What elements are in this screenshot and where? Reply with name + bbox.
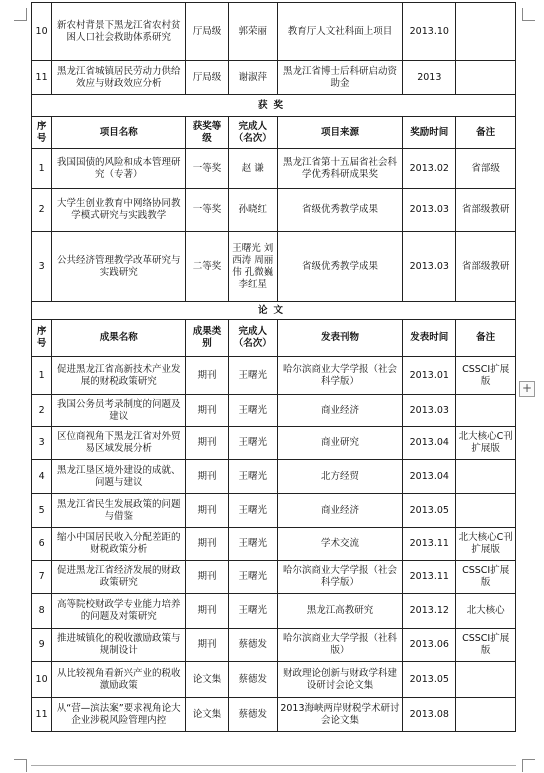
cell-time: 2013.02 bbox=[403, 149, 456, 189]
cell-type: 期刊 bbox=[186, 594, 229, 629]
header-time: 奖励时间 bbox=[403, 117, 456, 149]
papers-header-row bbox=[32, 320, 516, 357]
header-time: 发表时间 bbox=[403, 320, 456, 357]
cell-journal: 商业研究 bbox=[277, 427, 403, 460]
paper-row bbox=[32, 629, 516, 662]
cell-journal: 北方经贸 bbox=[277, 460, 403, 494]
cell-type: 期刊 bbox=[186, 357, 229, 395]
header-no: 序号 bbox=[32, 320, 52, 357]
cell-no: 1 bbox=[32, 149, 52, 189]
header-source: 项目来源 bbox=[277, 117, 403, 149]
cell-note: CSSCI扩展版 bbox=[456, 629, 516, 662]
cell-no: 8 bbox=[32, 594, 52, 629]
header-note: 备注 bbox=[456, 320, 516, 357]
cell-person: 王曙光 bbox=[228, 395, 277, 427]
header-note: 备注 bbox=[456, 117, 516, 149]
cell-no: 10 bbox=[32, 662, 52, 698]
paper-row bbox=[32, 561, 516, 594]
cell-journal: 商业经济 bbox=[277, 494, 403, 528]
cell-person: 王曙光 bbox=[228, 561, 277, 594]
award-row bbox=[32, 189, 516, 232]
project-row bbox=[32, 61, 516, 95]
cell-person: 王曙光 bbox=[228, 460, 277, 494]
cell-name: 黑龙江垦区境外建设的成就、问题与建议 bbox=[52, 460, 186, 494]
cell-name: 黑龙江省民生发展政策的问题与借鉴 bbox=[52, 494, 186, 528]
cell-note bbox=[456, 460, 516, 494]
cell-name: 我国公务员考录制度的问题及建议 bbox=[52, 395, 186, 427]
cell-note bbox=[456, 662, 516, 698]
header-name: 成果名称 bbox=[52, 320, 186, 357]
cell-person: 蔡德发 bbox=[228, 698, 277, 732]
cell-name: 促进黑龙江省高新技术产业发展的财税政策研究 bbox=[52, 357, 186, 395]
cell-name: 从“营—滨法案”要求视角论大企业涉税风险管理内控 bbox=[52, 698, 186, 732]
cell-note: 省部级教研 bbox=[456, 189, 516, 232]
cell-person: 谢淑萍 bbox=[228, 61, 277, 95]
paper-row bbox=[32, 395, 516, 427]
header-type: 成果类别 bbox=[186, 320, 229, 357]
paper-row bbox=[32, 460, 516, 494]
cell-note bbox=[456, 494, 516, 528]
page-corner-mark bbox=[14, 759, 27, 772]
cell-person: 郭荣丽 bbox=[228, 3, 277, 61]
cell-note bbox=[456, 3, 516, 61]
cell-person: 王曙光 bbox=[228, 528, 277, 561]
cell-person: 孙晓红 bbox=[228, 189, 277, 232]
page-corner-mark bbox=[522, 8, 535, 21]
cell-type: 期刊 bbox=[186, 629, 229, 662]
cell-type: 期刊 bbox=[186, 427, 229, 460]
cell-no: 3 bbox=[32, 232, 52, 302]
cell-person: 王曙光 bbox=[228, 594, 277, 629]
cell-title: 新农村背景下黑龙江省农村贫困人口社会救助体系研究 bbox=[52, 3, 186, 61]
cell-name: 区位商视角下黑龙江省对外贸易区域发展分析 bbox=[52, 427, 186, 460]
cell-time: 2013.05 bbox=[403, 494, 456, 528]
paper-row bbox=[32, 662, 516, 698]
award-row bbox=[32, 232, 516, 302]
cell-journal: 2013海峡两岸财税学术研讨会论文集 bbox=[277, 698, 403, 732]
header-person: 完成人（名次） bbox=[228, 117, 277, 149]
paper-row bbox=[32, 528, 516, 561]
cell-note bbox=[456, 698, 516, 732]
cell-note: 省部级教研 bbox=[456, 232, 516, 302]
cell-no: 2 bbox=[32, 395, 52, 427]
papers-section-title: 论文 bbox=[32, 302, 516, 320]
cell-time: 2013.03 bbox=[403, 232, 456, 302]
cell-no: 11 bbox=[32, 61, 52, 95]
research-results-table bbox=[31, 2, 516, 732]
paper-row bbox=[32, 698, 516, 732]
cell-type: 期刊 bbox=[186, 561, 229, 594]
paper-row bbox=[32, 357, 516, 395]
cell-no: 10 bbox=[32, 3, 52, 61]
cell-name: 公共经济管理教学改革研究与实践研究 bbox=[52, 232, 186, 302]
paper-row bbox=[32, 594, 516, 629]
header-journal: 发表刊物 bbox=[277, 320, 403, 357]
cell-no: 4 bbox=[32, 460, 52, 494]
cell-level: 厅局级 bbox=[186, 3, 229, 61]
cell-time: 2013.10 bbox=[403, 3, 456, 61]
cell-source: 黑龙江省博士后科研启动资助金 bbox=[277, 61, 403, 95]
add-row-handle[interactable]: + bbox=[519, 381, 535, 397]
cell-time: 2013.04 bbox=[403, 427, 456, 460]
cell-name: 缩小中国居民收入分配差距的财税政策分析 bbox=[52, 528, 186, 561]
cell-name: 我国国债的风险和成本管理研究（专著） bbox=[52, 149, 186, 189]
cell-time: 2013.12 bbox=[403, 594, 456, 629]
cell-journal: 哈尔滨商业大学学报（社会科学版） bbox=[277, 561, 403, 594]
cell-no: 11 bbox=[32, 698, 52, 732]
cell-time: 2013.04 bbox=[403, 460, 456, 494]
cell-person: 蔡德发 bbox=[228, 629, 277, 662]
paper-row bbox=[32, 494, 516, 528]
cell-journal: 商业经济 bbox=[277, 395, 403, 427]
cell-person: 王曙光 刘西涛 周丽伟 孔微巍 李红星 bbox=[228, 232, 277, 302]
cell-no: 9 bbox=[32, 629, 52, 662]
cell-source: 黑龙江省第十五届省社会科学优秀科研成果奖 bbox=[277, 149, 403, 189]
cell-no: 7 bbox=[32, 561, 52, 594]
cell-time: 2013 bbox=[403, 61, 456, 95]
cell-source: 省级优秀教学成果 bbox=[277, 189, 403, 232]
header-person: 完成人（名次） bbox=[228, 320, 277, 357]
awards-section-title: 获奖 bbox=[32, 95, 516, 117]
header-name: 项目名称 bbox=[52, 117, 186, 149]
cell-note: 北大核心C刊扩展版 bbox=[456, 427, 516, 460]
cell-time: 2013.11 bbox=[403, 561, 456, 594]
cell-time: 2013.06 bbox=[403, 629, 456, 662]
papers-section-row bbox=[32, 302, 516, 320]
cell-type: 期刊 bbox=[186, 395, 229, 427]
cell-person: 赵 谦 bbox=[228, 149, 277, 189]
cell-no: 3 bbox=[32, 427, 52, 460]
cell-journal: 财政理论创新与财政学科建设研讨会论文集 bbox=[277, 662, 403, 698]
cell-no: 6 bbox=[32, 528, 52, 561]
page-corner-mark bbox=[14, 8, 27, 21]
header-no: 序号 bbox=[32, 117, 52, 149]
cell-name: 推进城镇化的税收激励政策与规制设计 bbox=[52, 629, 186, 662]
cell-journal: 哈尔滨商业大学学报（社会科学版） bbox=[277, 357, 403, 395]
cell-time: 2013.11 bbox=[403, 528, 456, 561]
cell-title: 黑龙江省城镇居民劳动力供给效应与财政效应分析 bbox=[52, 61, 186, 95]
cell-name: 促进黑龙江省经济发展的财政政策研究 bbox=[52, 561, 186, 594]
cell-time: 2013.08 bbox=[403, 698, 456, 732]
cell-note: 北大核心 bbox=[456, 594, 516, 629]
cell-no: 2 bbox=[32, 189, 52, 232]
page-corner-mark bbox=[522, 759, 535, 772]
cell-journal: 哈尔滨商业大学学报（社科版） bbox=[277, 629, 403, 662]
cell-name: 高等院校财政学专业能力培养的问题及对策研究 bbox=[52, 594, 186, 629]
awards-section-row bbox=[32, 95, 516, 117]
cell-level: 厅局级 bbox=[186, 61, 229, 95]
cell-grade: 一等奖 bbox=[186, 149, 229, 189]
cell-grade: 二等奖 bbox=[186, 232, 229, 302]
cell-time: 2013.01 bbox=[403, 357, 456, 395]
cell-journal: 黑龙江高教研究 bbox=[277, 594, 403, 629]
cell-source: 省级优秀教学成果 bbox=[277, 232, 403, 302]
cell-person: 王曙光 bbox=[228, 357, 277, 395]
project-row bbox=[32, 3, 516, 61]
paper-row bbox=[32, 427, 516, 460]
cell-person: 蔡德发 bbox=[228, 662, 277, 698]
cell-person: 王曙光 bbox=[228, 494, 277, 528]
cell-note: 北大核心C刊扩展版 bbox=[456, 528, 516, 561]
cell-time: 2013.03 bbox=[403, 189, 456, 232]
cell-source: 教育厅人文社科面上项目 bbox=[277, 3, 403, 61]
cell-time: 2013.03 bbox=[403, 395, 456, 427]
cell-no: 1 bbox=[32, 357, 52, 395]
cell-journal: 学术交流 bbox=[277, 528, 403, 561]
awards-header-row bbox=[32, 117, 516, 149]
header-grade: 获奖等级 bbox=[186, 117, 229, 149]
cell-type: 期刊 bbox=[186, 494, 229, 528]
cell-note: 省部级 bbox=[456, 149, 516, 189]
cell-type: 期刊 bbox=[186, 460, 229, 494]
cell-type: 论文集 bbox=[186, 662, 229, 698]
cell-type: 期刊 bbox=[186, 528, 229, 561]
page-bottom-rule bbox=[31, 765, 516, 766]
cell-note bbox=[456, 61, 516, 95]
cell-time: 2013.05 bbox=[403, 662, 456, 698]
cell-name: 大学生创业教育中网络协同教学模式研究与实践教学 bbox=[52, 189, 186, 232]
cell-person: 王曙光 bbox=[228, 427, 277, 460]
cell-note bbox=[456, 395, 516, 427]
cell-grade: 一等奖 bbox=[186, 189, 229, 232]
award-row bbox=[32, 149, 516, 189]
cell-no: 5 bbox=[32, 494, 52, 528]
cell-type: 论文集 bbox=[186, 698, 229, 732]
cell-note: CSSCI扩展版 bbox=[456, 357, 516, 395]
cell-note: CSSCI扩展版 bbox=[456, 561, 516, 594]
cell-name: 从比较视角看新兴产业的税收激励政策 bbox=[52, 662, 186, 698]
